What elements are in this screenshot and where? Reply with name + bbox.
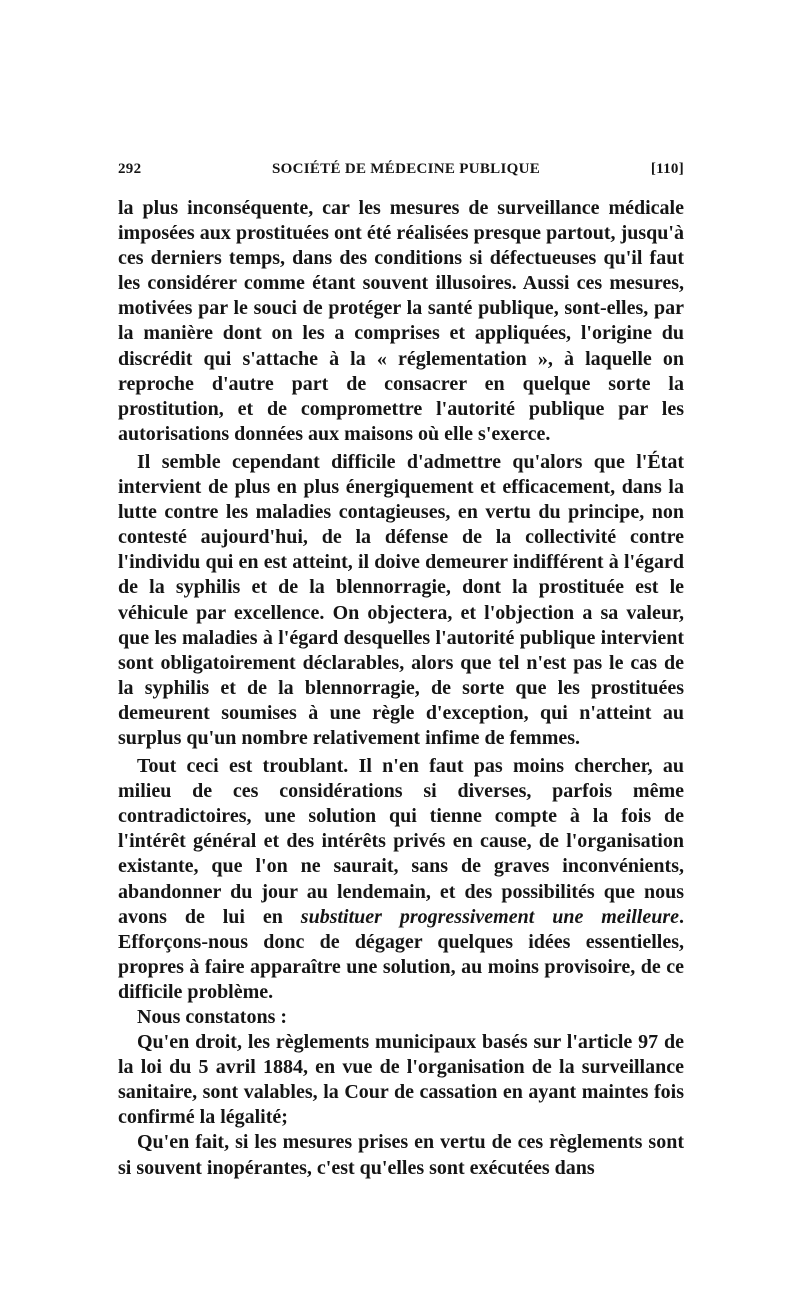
- running-head: [118, 161, 684, 183]
- paragraph-continued: la plus inconséquente, car les mesures de surveillance médicale imposées aux prostituées ont été réalisées presque partout, jusqu'à ces derniers temps, dans des conditions si défectueuses qu'il faut les considérer comme étant souvent illusoires. Aussi ces mesures, motivées par le souci de protéger la santé publique, sont-elles, par la manière dont on les a comprises et appliquées, l'origine du discrédit qui s'attache à la « réglementation », à laquelle on reproche d'autre part de consacrer en quelque sorte la prostitution, et de compromettre l'autorité publique par les autorisations données aux maisons où elle s'exerce.: [118, 197, 684, 445]
- paragraph-nous-constatons: Nous constatons :: [137, 1006, 288, 1028]
- body-text: [118, 196, 684, 1181]
- paragraph-text: Tout ceci est troublant. Il n'en faut pas moins chercher, au milieu de ces considérations si diverses, parfois même contradictoires, une solution qui tienne compte à la fois de l'intérêt général et des intérêts privés en cause, de l'organisation existante, que l'on ne saurait, sans de graves inconvénients, abandonner du jour au lendemain, et des possibilités que nous avons de lui en: [118, 755, 684, 928]
- paragraph-text: . Efforçons-nous donc de dégager quelques idées essentielles, propres à faire apparaître une solution, au moins provisoire, de ce difficile problème.: [118, 905, 684, 1003]
- page-number: 292: [118, 161, 142, 177]
- paragraph-state-intervention: Il semble cependant difficile d'admettre qu'alors que l'État intervient de plus en plus énergiquement et efficacement, dans la lutte contre les maladies contagieuses, en vertu du principe, non contesté aujourd'hui, de la défense de la collectivité contre l'individu qui en est atteint, il doive demeurer indifférent à l'égard de la syphilis et de la blennorragie, dont la prostituée est le véhicule par excellence. On objectera, et l'objection a sa valeur, que les maladies à l'égard desquelles l'autorité publique intervient sont obligatoirement déclarables, alors que tel n'est pas le cas de la syphilis et de la blennorragie, de sorte que les prostituées demeurent soumises à une règle d'exception, qui n'atteint au surplus qu'un nombre relativement infime de femmes.: [118, 450, 684, 749]
- running-title: SOCIÉTÉ DE MÉDECINE PUBLIQUE: [271, 161, 541, 177]
- paragraph-en-droit: Qu'en droit, les règlements municipaux basés sur l'article 97 de la loi du 5 avril 1884, en vue de l'organisation de la surveillance sanitaire, sont valables, la Cour de cassation en ayant maintes fois confirmé la légalité;: [118, 1031, 684, 1129]
- paragraph-troubling: [118, 754, 684, 1005]
- section-number: [110]: [650, 161, 684, 177]
- paragraph-en-fait: Qu'en fait, si les mesures prises en vertu de ces règlements sont si souvent inopérantes, c'est qu'elles sont exécutées dans: [118, 1131, 684, 1179]
- emphasized-phrase: substituer progressivement une meilleure: [300, 905, 679, 928]
